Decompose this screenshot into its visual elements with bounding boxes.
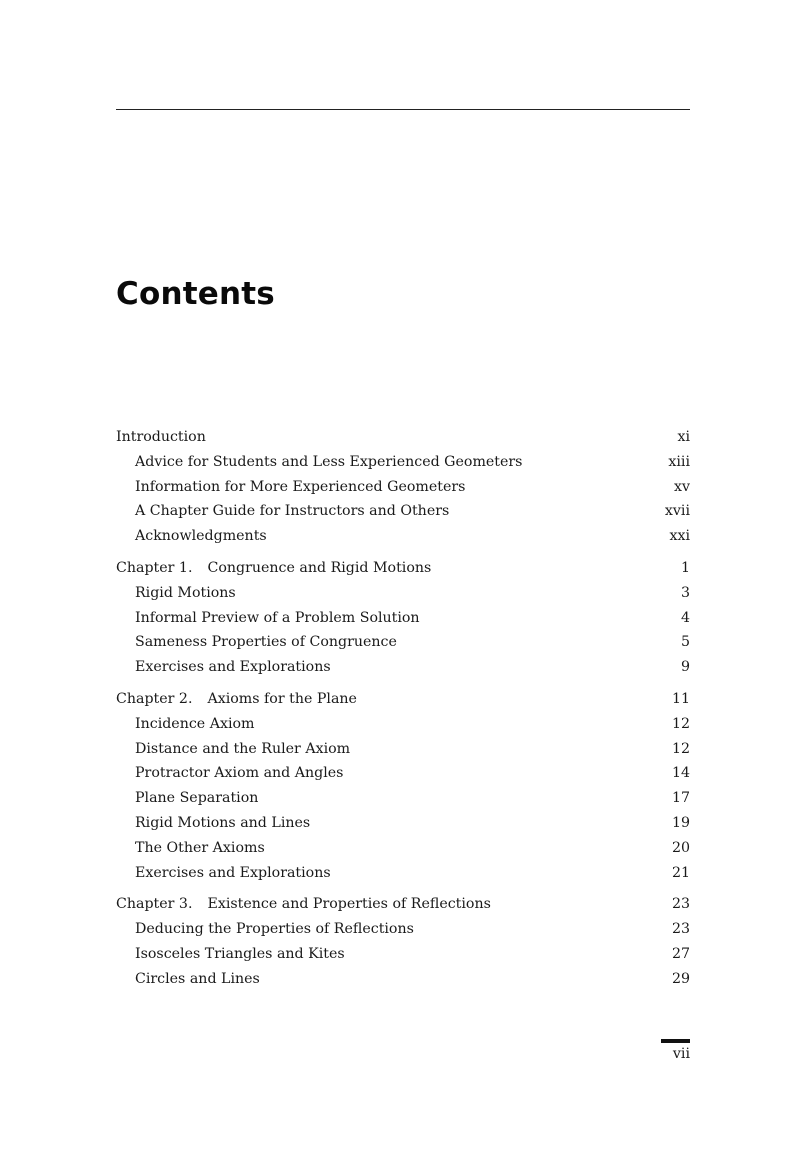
toc-page-number: xvii: [664, 503, 690, 520]
toc-entry-title: Isosceles Triangles and Kites: [135, 945, 345, 962]
toc-entry-row[interactable]: [116, 861, 690, 886]
page-title: Contents: [116, 276, 275, 312]
toc-entry-title: Sameness Properties of Congruence: [135, 634, 397, 651]
toc-entry-title: Distance and the Ruler Axiom: [135, 740, 351, 757]
toc-entry-row[interactable]: [116, 761, 690, 786]
toc-entry-title: Exercises and Explorations: [135, 864, 331, 881]
toc-entry-row[interactable]: [116, 606, 690, 631]
toc-entry-row[interactable]: [116, 450, 690, 475]
toc-entry-row[interactable]: [116, 712, 690, 737]
chapter-title: Congruence and Rigid Motions: [207, 559, 432, 576]
toc-entry-row[interactable]: [116, 499, 690, 524]
toc-page-number: 1: [680, 559, 690, 576]
toc-heading-title: [116, 425, 206, 450]
toc-page-number: xxi: [669, 528, 690, 545]
toc-page-number: 20: [671, 839, 690, 856]
toc-entry-title: Deducing the Properties of Reflections: [135, 921, 414, 938]
toc-entry-row[interactable]: [116, 581, 690, 606]
toc-entry-title: Protractor Axiom and Angles: [135, 765, 344, 782]
toc-section: [116, 892, 690, 991]
toc-page-number: 4: [680, 609, 690, 626]
toc-section: [116, 687, 690, 885]
chapter-label: Chapter 2.: [116, 690, 193, 707]
toc-entry-row[interactable]: [116, 811, 690, 836]
toc-page-number: 23: [671, 921, 690, 938]
toc-entry-title: Incidence Axiom: [135, 715, 255, 732]
toc-entry-row[interactable]: [116, 475, 690, 500]
toc-entry-row[interactable]: [116, 524, 690, 549]
toc-heading-row[interactable]: [116, 556, 690, 581]
toc-page-number: 3: [680, 584, 690, 601]
toc-entry-row[interactable]: [116, 942, 690, 967]
toc-heading-title: [116, 556, 431, 581]
toc-page-number: xi: [677, 429, 690, 445]
toc-entry-row[interactable]: [116, 836, 690, 861]
toc-entry-row[interactable]: [116, 917, 690, 942]
toc-entry-title: Advice for Students and Less Experienced Geometers: [135, 453, 523, 470]
toc-page-number: 21: [671, 864, 690, 881]
toc-page-number: 12: [671, 715, 690, 732]
toc-page-number: 9: [680, 659, 690, 676]
toc-entry-title: The Other Axioms: [135, 839, 265, 856]
toc-page-number: 29: [671, 970, 690, 987]
chapter-title: Introduction: [116, 429, 206, 445]
chapter-label: Chapter 1.: [116, 559, 193, 576]
toc-entry-title: A Chapter Guide for Instructors and Others: [135, 503, 450, 520]
toc-entry-title: Plane Separation: [135, 790, 259, 807]
toc-entry-row[interactable]: [116, 786, 690, 811]
toc-heading-row[interactable]: [116, 425, 690, 450]
toc-entry-row[interactable]: [116, 630, 690, 655]
toc-page-number: 19: [671, 814, 690, 831]
toc-heading-row[interactable]: [116, 687, 690, 712]
toc-entry-row[interactable]: [116, 737, 690, 762]
toc-heading-row[interactable]: [116, 892, 690, 917]
toc-entry-title: Rigid Motions and Lines: [135, 814, 311, 831]
header-rule: [116, 109, 690, 110]
toc-page-number: 23: [671, 896, 690, 913]
toc-entry-title: Exercises and Explorations: [135, 659, 331, 676]
toc-page-number: 12: [671, 740, 690, 757]
chapter-title: Existence and Properties of Reflections: [207, 896, 491, 913]
toc-entry-title: Acknowledgments: [135, 528, 267, 545]
chapter-label: Chapter 3.: [116, 896, 193, 913]
toc-page-number: 11: [671, 690, 690, 707]
toc-entry-title: Information for More Experienced Geometers: [135, 478, 466, 495]
toc-entry-row[interactable]: [116, 655, 690, 680]
toc-page-number: xiii: [668, 453, 690, 470]
toc-page-number: 17: [671, 790, 690, 807]
toc-section: [116, 556, 690, 680]
toc-page-number: xv: [673, 478, 690, 495]
chapter-title: Axioms for the Plane: [207, 690, 357, 707]
toc-entry-row[interactable]: [116, 967, 690, 992]
toc-page-number: 14: [671, 765, 690, 782]
toc-entry-title: Informal Preview of a Problem Solution: [135, 609, 420, 626]
toc-page-number: 27: [671, 945, 690, 962]
toc-section: [116, 425, 690, 549]
toc-heading-title: [116, 892, 491, 917]
table-of-contents: [116, 425, 690, 999]
page-number: vii: [672, 1046, 690, 1062]
toc-page-number: 5: [680, 634, 690, 651]
toc-entry-title: Circles and Lines: [135, 970, 260, 987]
toc-heading-title: [116, 687, 357, 712]
toc-entry-title: Rigid Motions: [135, 584, 236, 601]
